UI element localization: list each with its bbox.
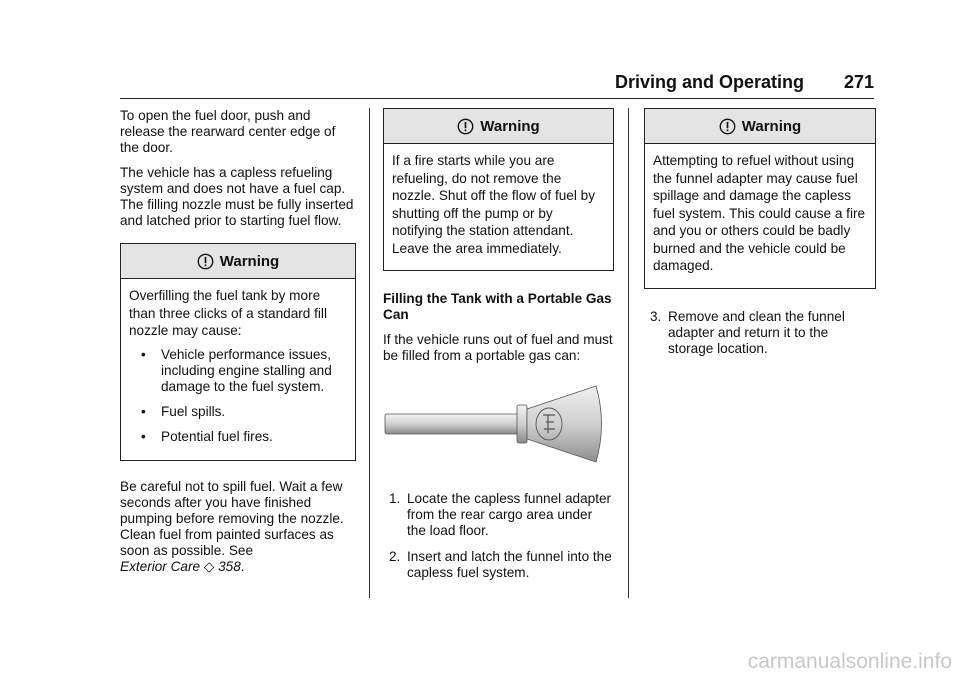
bullet-glyph: • — [141, 428, 146, 444]
warning-bullet-list — [129, 347, 347, 445]
warning-title: Warning — [219, 252, 280, 270]
list-item — [129, 347, 347, 395]
paragraph: If the vehicle runs out of fuel and must be filled from a portable gas can: — [383, 332, 613, 363]
list-item — [644, 309, 876, 357]
column-divider — [369, 108, 370, 598]
bullet-text: Vehicle performance issues, including engine stalling and damage to the fuel system. — [161, 346, 332, 394]
column-3 — [644, 108, 876, 367]
list-item — [129, 429, 347, 445]
warning-box — [120, 243, 356, 461]
warning-icon — [719, 118, 736, 135]
warning-box — [644, 108, 876, 289]
list-item — [129, 404, 347, 420]
warning-header — [384, 109, 613, 144]
warning-icon — [457, 118, 474, 135]
punctuation: . — [240, 558, 245, 574]
list-item — [383, 491, 614, 539]
page-ref-icon: ◇ — [203, 558, 215, 574]
warning-intro: Overfilling the fuel tank by more than three clicks of a standard fill nozzle may cause: — [129, 288, 327, 338]
column-1 — [120, 108, 356, 584]
paragraph — [120, 479, 356, 575]
step-list — [644, 309, 876, 357]
warning-text: If a fire starts while you are refueling, do not remove the nozzle. Shut off the flow of fuel by shutting off the pump or by notifying the station attendant. Leave the area immediately. — [392, 153, 596, 256]
paragraph: The vehicle has a capless refueling system and does not have a fuel cap. The filling nozzle must be fully inserted and latched prior to starting fuel flow. — [120, 165, 354, 228]
warning-header — [645, 109, 875, 144]
bullet-text: Potential fuel fires. — [161, 428, 273, 444]
funnel-adapter-illustration — [383, 378, 614, 473]
watermark: carmanualsonline.info — [747, 650, 952, 673]
xref-page: 358 — [218, 558, 241, 574]
paragraph-text: Be careful not to spill fuel. Wait a few seconds after you have finished pumping before removing the nozzle. Clean fuel from painted surfaces as soon as possible. See — [120, 478, 344, 558]
step-text: Remove and clean the funnel adapter and return it to the storage location. — [668, 308, 845, 356]
funnel-adapter-image — [383, 378, 614, 468]
bullet-glyph: • — [141, 346, 146, 362]
bullet-text: Fuel spills. — [161, 403, 226, 419]
warning-body — [121, 279, 355, 460]
section-subheading: Filling the Tank with a Portable Gas Can — [383, 291, 612, 322]
paragraph: To open the fuel door, push and release the rearward center edge of the door. — [120, 108, 336, 155]
step-text: Locate the capless funnel adapter from the rear cargo area under the load floor. — [407, 491, 612, 538]
warning-text: Attempting to refuel without using the funnel adapter may cause fuel spillage and damage the capless fuel system. This could cause a fire and you or others could be badly burned and the vehicle could be damaged. — [653, 153, 866, 273]
list-item — [383, 549, 614, 581]
warning-body — [645, 144, 875, 288]
bullet-glyph: • — [141, 403, 146, 419]
page-number: 271 — [843, 72, 874, 92]
warning-icon — [197, 253, 214, 270]
step-text: Insert and latch the funnel into the capless fuel system. — [407, 549, 612, 580]
page-header — [120, 68, 874, 99]
step-list — [383, 491, 614, 581]
section-title: Driving and Operating — [614, 72, 804, 92]
warning-box — [383, 108, 614, 271]
xref-text: Exterior Care — [120, 558, 201, 574]
step-number: 3. — [650, 308, 662, 324]
warning-title: Warning — [480, 117, 540, 135]
cross-reference-link[interactable] — [120, 559, 241, 574]
column-2 — [383, 108, 614, 591]
step-number: 2. — [389, 549, 401, 564]
column-divider — [628, 108, 629, 598]
warning-title: Warning — [741, 117, 802, 135]
warning-body — [384, 144, 613, 270]
step-number: 1. — [389, 491, 401, 506]
warning-header — [121, 244, 355, 279]
